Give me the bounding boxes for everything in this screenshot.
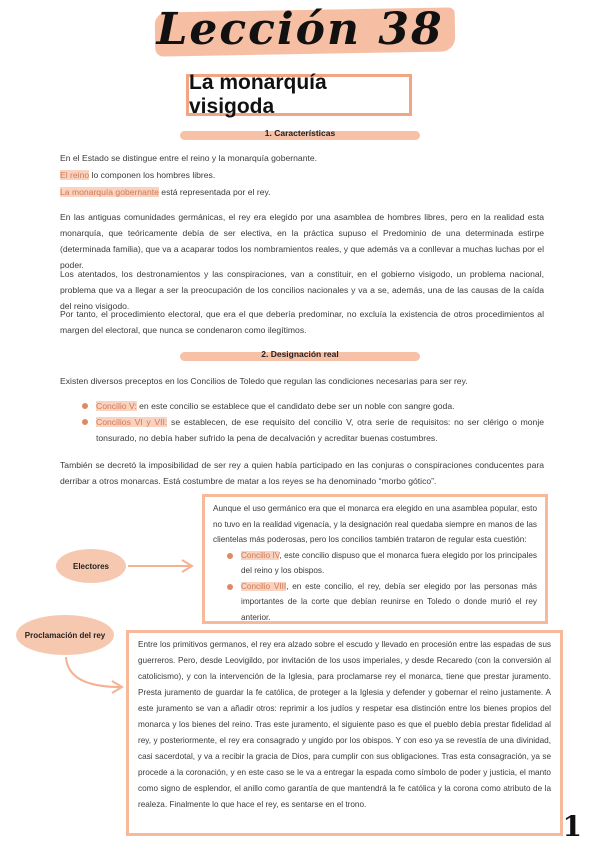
concilio-vi-vii-text: se establecen, de ese requisito del concilio V, otra serie de requisitos: no ser clérigo o monje tonsurado, no debía haber sufrido la pena de decalvación y acreditar buenas costumbres. xyxy=(96,417,545,443)
proclamacion-text: Entre los primitivos germanos, el rey era alzado sobre el escudo y llevado en procesión entre las espadas de sus guerreros. Pero, desde Leovigildo, por invitación de los usos imperiales, y desde Recaredo (con la conversión al catolicismo), y con la intervención de la Iglesia, para proclamarse rey el monarca, tiene que prestar juramento. Presta juramento de guardar la fe católica, de proteger a la Iglesia y defender y gobernar el reino justamente. A este juramento se van a añadir otros: reprimir a los judíos y respetar esa distinción entre los bienes propios del monarca y los bienes del reino. Tras este juramento, el siguiente paso es que el pueblo debía prestar fidelidad al rey, y posteriormente, el rey era consagrado y ungido por los obispos. Y con eso ya se revestía de una divinidad, casi sacerdotal, y va a recibir la gracia de Dios, para cumplir con sus obligaciones. Tras esta consagración, ya se procede a la coronación, y en este caso se le va a entregar la espada como símbolo de poder y justicia, el manto como signo de esplendor, el anillo como garantía de que mantendrá la fe católica y la corona como atributo de la realeza. Finalmente lo que hace el rey, es sentarse en el trono. xyxy=(138,640,551,809)
monarquia-text: está representada por el rey. xyxy=(158,187,271,197)
electores-sticker xyxy=(56,549,126,583)
electores-intro: Aunque el uso germánico era que el monarca era elegido en una asamblea popular, esto no tuvo en la realidad vigenacía, y la designación real quedaba siempre en manos de las clientelas más poderosas, pero los concilios también trataron de regular esta cuestión: xyxy=(213,504,537,544)
section1-title: 1. Características xyxy=(264,128,336,138)
list-item xyxy=(78,398,544,414)
section2-title: 2. Designación real xyxy=(261,349,339,359)
monarquia-highlight: La monarquía gobernante xyxy=(60,187,159,197)
lesson-subtitle: La monarquía visigoda xyxy=(186,74,412,116)
concilio-v-text: en este concilio se establece que el candidato debe ser un noble con sangre goda. xyxy=(136,401,455,411)
concilio-v-label: Concilio V: xyxy=(96,401,137,411)
lesson-title: Lección 38 xyxy=(156,4,444,55)
section1-paragraph3: Por tanto, el procedimiento electoral, que era el que debería predominar, no excluía la existencia de otros procedimientos al margen del electoral, que nunca se condenaron como ilegítimos. xyxy=(60,309,544,335)
section1-paragraph2: Los atentados, los destronamientos y las conspiraciones, van a constituir, en el gobierno visigodo, un problema nacional, problema que va a llegar a ser la preocupación de los concilios nacionales y va a se, además, una de las causas de la caída del reino visigodo. xyxy=(60,269,544,311)
concilio-iv-text: , este concilio dispuso que el monarca fuera elegido por los principales del reino y los obispos. xyxy=(241,550,537,575)
reino-text: lo componen los hombres libres. xyxy=(89,170,216,180)
concilio-iv-label: Concilio IV xyxy=(241,550,280,560)
section2-bullets xyxy=(78,398,544,446)
curved-arrow-icon xyxy=(60,655,130,695)
section1-paragraph1: En las antiguas comunidades germánicas, el rey era elegido por una asamblea de hombres libres, pero en la realidad esta monarquía, que teóricamente debía de ser electiva, en la práctica supuso el Predominio de una determinada estirpe (determinada familia), que va a acaparar todos los nombramientos reales, y que además va a conllevar a muchas luchas por el poder. xyxy=(60,212,544,270)
concilio-viii-text: , en este concilio, el rey, debía ser elegido por las personas más importantes de la corte que debían reunirse en Toledo o donde murió el rey anterior. xyxy=(241,581,537,622)
section1-line3 xyxy=(60,184,544,200)
list-item xyxy=(78,414,544,446)
reino-highlight: El reino xyxy=(60,170,90,180)
section2-intro: Existen diversos preceptos en los Concilios de Toledo que regulan las condiciones necesarias para ser rey. xyxy=(60,376,468,386)
proclamacion-box xyxy=(126,630,563,836)
electores-box xyxy=(202,494,548,624)
proclamacion-label: Proclamación del rey xyxy=(24,630,106,640)
electores-label: Electores xyxy=(72,561,110,571)
concilio-vi-vii-label: Concilios VI y VII: xyxy=(96,417,168,427)
section1-line1: En el Estado se distingue entre el reino y la monarquía gobernante. xyxy=(60,153,318,163)
arrow-right-icon xyxy=(126,558,196,574)
section2-paragraph: También se decretó la imposibilidad de ser rey a quien había participado en las conjuras o conspiraciones conducentes para derribar a otros monarcas. Está costumbre de matar a los reyes se ha denominado “morbo gótico”. xyxy=(60,460,544,486)
section1-line2 xyxy=(60,167,544,183)
concilio-viii-label: Concilio VIII xyxy=(241,581,287,591)
page-number: 1 xyxy=(562,810,582,843)
proclamacion-sticker xyxy=(16,615,114,655)
list-item xyxy=(223,579,537,626)
list-item xyxy=(223,548,537,579)
